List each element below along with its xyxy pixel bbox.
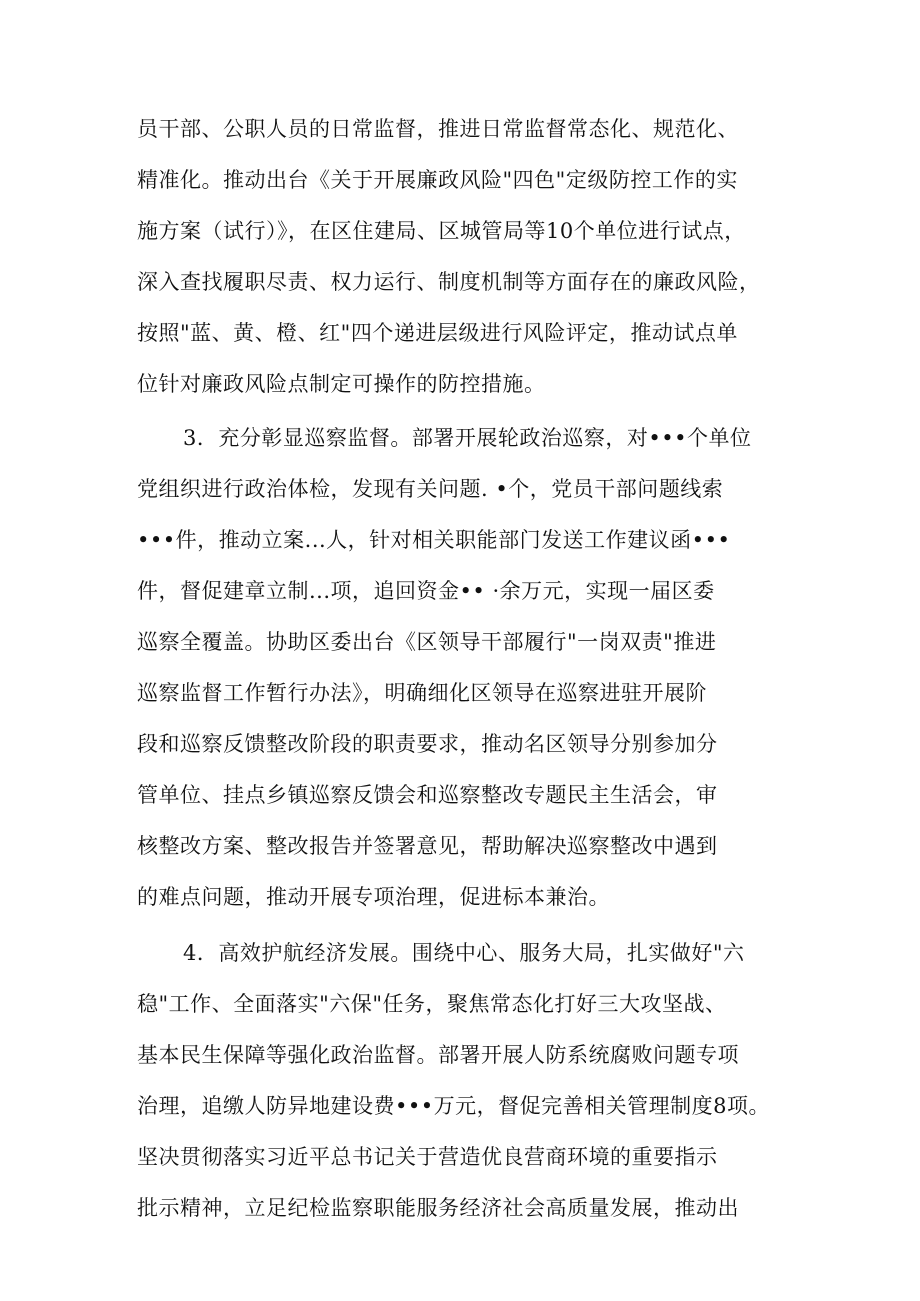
- text-line: 员干部、公职人员的日常监督，推进日常监督常态化、规范化、: [137, 117, 739, 141]
- text-line: 党组织进行政治体检，发现有关问题. •个，党员干部问题线索: [137, 477, 724, 501]
- text-line: 件，督促建章立制...项，追回资金•• ·余万元，实现一届区委: [137, 579, 715, 603]
- text-line: 的难点问题，推动开展专项治理，促进标本兼治。: [137, 885, 610, 909]
- text-line: 段和巡察反馈整改阶段的职责要求，推动名区领导分别参加分: [137, 732, 718, 756]
- text-line: 批示精神，立足纪检监察职能服务经济社会高质量发展，推动出: [137, 1196, 739, 1220]
- paragraph-4-first-line: 4．高效护航经济发展。围绕中心、服务大局，扎实做好"六: [183, 941, 745, 965]
- text-line: 位针对廉政风险点制定可操作的防控措施。: [137, 372, 546, 396]
- text-line: 按照"蓝、黄、橙、红"四个递进层级进行风险评定，推动试点单: [137, 321, 738, 345]
- text-line: 坚决贯彻落实习近平总书记关于营造优良营商环境的重要指示: [137, 1145, 718, 1169]
- text-line: 巡察监督工作暂行办法》，明确细化区领导在巡察进驻开展阶: [137, 681, 707, 705]
- text-line: 稳"工作、全面落实"六保"任务，聚焦常态化打好三大攻坚战、: [137, 992, 727, 1016]
- text-line: 治理，追缴人防异地建设费•••万元，督促完善相关管理制度8项。: [137, 1094, 771, 1118]
- paragraph-3-first-line: 3．充分彰显巡察监督。部署开展轮政治巡察，对•••个单位: [183, 426, 752, 450]
- text-line: 核整改方案、整改报告并签署意见，帮助解决巡察整改中遇到: [137, 834, 718, 858]
- text-line: 巡察全覆盖。协助区委出台《区领导干部履行"一岗双责"推进: [137, 630, 717, 654]
- text-line: •••件，推动立案...人，针对相关职能部门发送工作建议函•••: [137, 528, 731, 552]
- text-line: 深入查找履职尽责、权力运行、制度机制等方面存在的廉政风险，: [137, 270, 761, 294]
- text-line: 基本民生保障等强化政治监督。部署开展人防系统腐败问题专项: [137, 1043, 739, 1067]
- text-line: 精准化。推动出台《关于开展廉政风险"四色"定级防控工作的实: [137, 168, 738, 192]
- text-line: 施方案（试行）》，在区住建局、区城管局等10个单位进行试点，: [137, 219, 746, 243]
- text-line: 管单位、挂点乡镇巡察反馈会和巡察整改专题民主生活会，审: [137, 783, 718, 807]
